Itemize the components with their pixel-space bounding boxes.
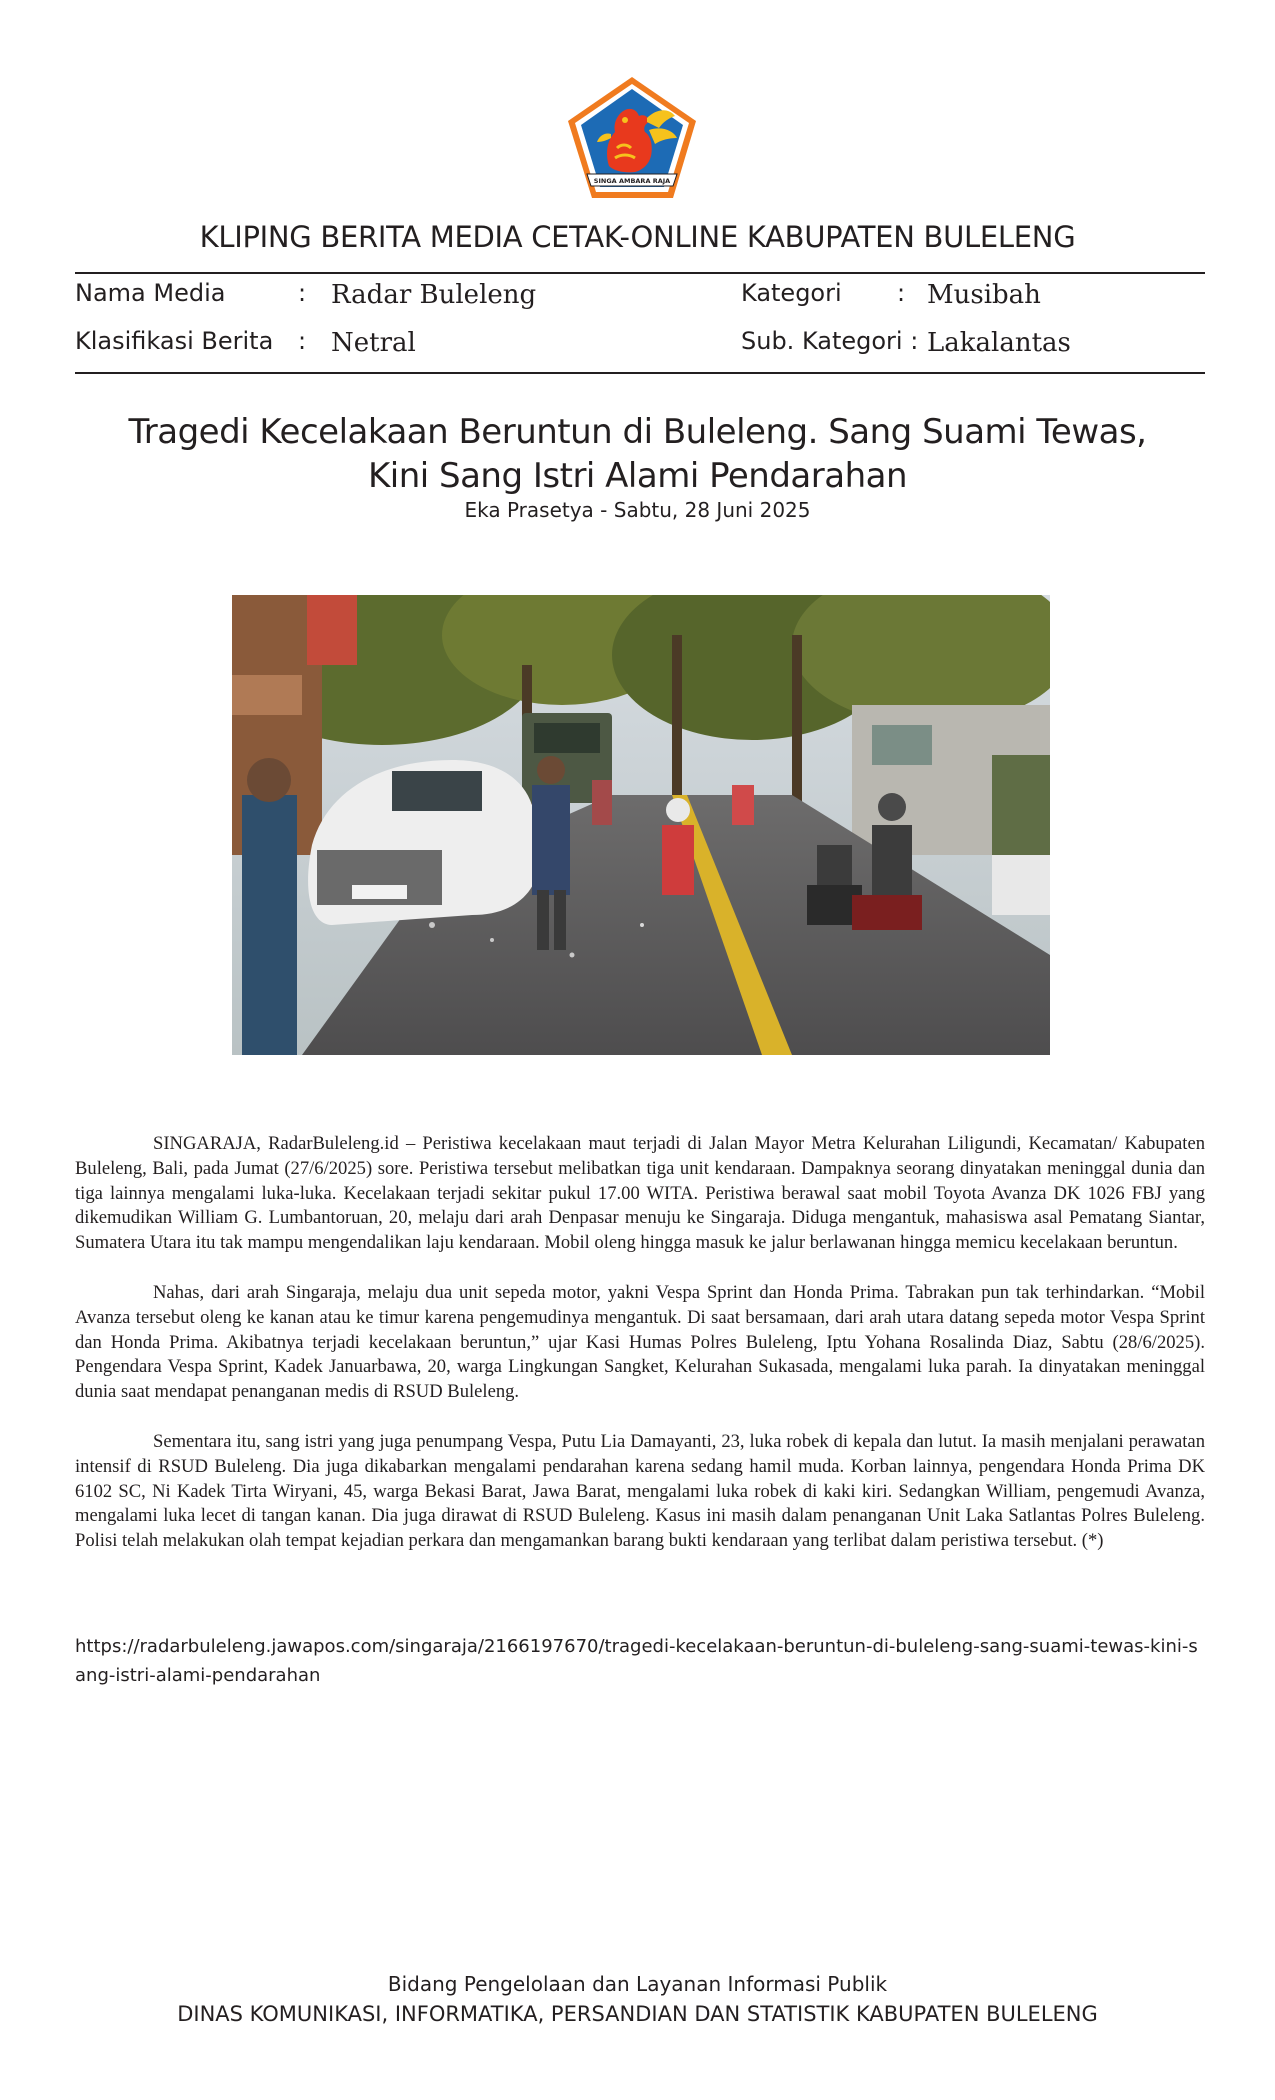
kategori-label: Kategori [741,279,842,307]
article-title [0,410,1275,498]
klasifikasi-colon: : [298,327,307,355]
nama-media-value: Radar Buleleng [331,280,537,310]
sub-kategori-value: Lakalantas [927,328,1071,358]
article-byline: Eka Prasetya - Sabtu, 28 Juni 2025 [464,498,811,522]
nama-media-colon: : [298,279,307,307]
source-url-link[interactable]: https://radarbuleleng.jawapos.com/singaraja/2166197670/tragedi-kecelakaan-beruntun-di-buleleng-sang-suami-tewas-kini-sang-istri-alami-pendarahan [75,1636,1198,1686]
header-rule-top [75,272,1205,274]
article-title-line-2: Kini Sang Istri Alami Pendarahan [367,456,908,496]
article-paragraph-2: Nahas, dari arah Singaraja, melaju dua unit sepeda motor, yakni Vespa Sprint dan Honda Prima. Tabrakan pun tak terhindarkan. “Mobil Avanza tersebut oleng ke kanan atau ke timur karena pengemudinya mengantuk. Di saat bersamaan, dari arah utara datang sepeda motor Vespa Sprint dan Honda Prima. Akibatnya terjadi kecelakaan beruntun,” ujar Kasi Humas Polres Buleleng, Iptu Yohana Rosalinda Diaz, Sabtu (28/6/2025). Pengendara Vespa Sprint, Kadek Januarbawa, 20, warga Lingkungan Sangket, Kelurahan Sukasada, mengalami luka parah. Ia dinyatakan meninggal dunia saat mendapat penanganan medis di RSUD Buleleng. [75,1281,1205,1403]
article-title-line-1: Tragedi Kecelakaan Beruntun di Buleleng. Sang Suami Tewas, [128,412,1147,452]
klasifikasi-value: Netral [331,328,416,358]
kategori-colon: : [897,279,906,307]
clipping-header-title: KLIPING BERITA MEDIA CETAK-ONLINE KABUPATEN BULELENG [199,220,1076,254]
klasifikasi-label: Klasifikasi Berita [75,327,274,355]
header-rule-bottom [75,372,1205,374]
singa-ambara-raja-emblem-icon [565,74,700,202]
article-body [75,1132,1205,1579]
article-paragraph-3: Sementara itu, sang istri yang juga penumpang Vespa, Putu Lia Damayanti, 23, luka robek di kepala dan lutut. Ia masih menjalani perawatan intensif di RSUD Buleleng. Dia juga dikabarkan mengalami pendarahan karena sedang hamil muda. Korban lainnya, pengendara Honda Prima DK 6102 SC, Ni Kadek Tirta Wiryani, 45, warga Bekasi Barat, Jawa Barat, mengalami luka robek di kaki kiri. Sedangkan William, pengemudi Avanza, mengalami luka lecet di tangan kanan. Dia juga dirawat di RSUD Buleleng. Kasus ini masih dalam penanganan Unit Laka Satlantas Polres Buleleng. Polisi telah melakukan olah tempat kejadian perkara dan mengamankan barang bukti kendaraan yang terlibat dalam peristiwa tersebut. (*) [75,1430,1205,1552]
emblem-motto: SINGA AMBARA RAJA [593,177,671,185]
footer-division: Bidang Pengelolaan dan Layanan Informasi Publik [387,1972,888,1996]
accident-scene-photo [232,595,1050,1055]
article-paragraph-1: SINGARAJA, RadarBuleleng.id – Peristiwa kecelakaan maut terjadi di Jalan Mayor Metra Kelurahan Liligundi, Kecamatan/ Kabupaten Buleleng, Bali, pada Jumat (27/6/2025) sore. Peristiwa tersebut melibatkan tiga unit kendaraan. Dampaknya seorang dinyatakan meninggal dunia dan tiga lainnya mengalami luka-luka. Kecelakaan terjadi sekitar pukul 17.00 WITA. Peristiwa berawal saat mobil Toyota Avanza DK 1026 FBJ yang dikemudikan William G. Lumbantoruan, 20, melaju dari arah Denpasar menuju ke Singaraja. Diduga mengantuk, mahasiswa asal Pematang Siantar, Sumatera Utara itu tak mampu mengendalikan laju kendaraan. Mobil oleng hingga masuk ke jalur berlawanan hingga memicu kecelakaan beruntun. [75,1133,1205,1254]
footer-agency: DINAS KOMUNIKASI, INFORMATIKA, PERSANDIAN DAN STATISTIK KABUPATEN BULELENG [177,2002,1098,2026]
kategori-value: Musibah [927,280,1041,310]
sub-kategori-label: Sub. Kategori : [741,327,919,355]
nama-media-label: Nama Media [75,279,226,307]
